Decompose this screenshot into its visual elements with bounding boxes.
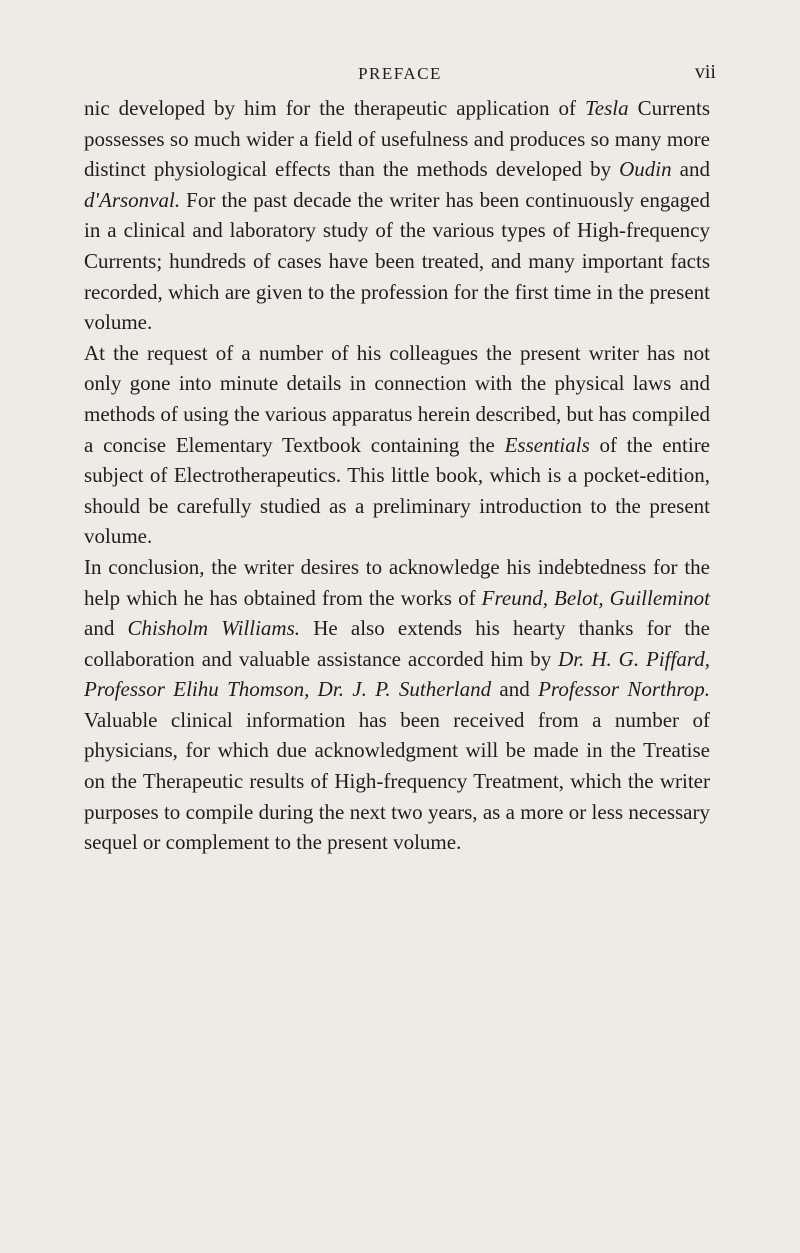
text-run: At the request of a number of his colleagues the present writer has not only gone into minute details in connection with the physical laws and methods of using the various apparatus herein described, but has compiled a concise Elementary Textbook containing the xyxy=(84,340,710,457)
text-run: and xyxy=(491,677,539,702)
running-head xyxy=(84,61,716,88)
text-run: He also extends his hearty thanks for the collaboration and valuable assistance accorded him by xyxy=(84,616,710,671)
italic-run: Tesla xyxy=(585,96,629,120)
page-number: vii xyxy=(694,61,716,83)
text-run: In conclusion, the writer desires to acknowledge his indebtedness for the help which he has obtained from the works of xyxy=(84,554,710,610)
italic-run: Essentials xyxy=(504,432,590,457)
text-run: and xyxy=(84,616,128,641)
running-head-title: PREFACE xyxy=(358,64,442,83)
italic-run: Professor Northrop. xyxy=(538,677,710,702)
italic-run: Dr. H. G. Piffard, Professor Elihu Thomson, Dr. J. P. Sutherland xyxy=(84,646,710,702)
italic-run: d'Arsonval. xyxy=(84,187,181,212)
italic-run: Chisholm Williams. xyxy=(127,616,301,641)
paragraph-1 xyxy=(84,93,710,338)
italic-run: Oudin xyxy=(619,157,672,182)
paragraph-2 xyxy=(84,338,710,552)
text-run: of the entire subject of Electrotherapeutics. This little book, which is a pocket-edition, should be carefully studied as a preliminary introduction to the present volume. xyxy=(84,432,711,549)
italic-run: Freund, Belot, Guilleminot xyxy=(481,585,711,610)
text-run: nic developed by him for the therapeutic application of xyxy=(84,96,586,120)
text-run: and xyxy=(671,157,710,182)
paragraph-3 xyxy=(84,552,710,858)
text-run: For the past decade the writer has been continuously engaged in a clinical and laboratory study of the various types of High-frequency Currents; hundreds of cases have been treated, and many important facts recorded, which are given to the profession for the first time in the present volume. xyxy=(84,187,710,335)
text-run: Valuable clinical information has been received from a number of physicians, for which due acknowledgment will be made in the Treatise on the Therapeutic results of High-frequency Treatment, which the writer purposes to compile during the next two years, as a more or less necessary sequel or complement to the present volume. xyxy=(84,707,710,855)
text-run: Currents possesses so much wider a field of usefulness and produces so many more distinct physiological effects than the methods developed by xyxy=(84,96,710,182)
body-text xyxy=(84,93,710,858)
